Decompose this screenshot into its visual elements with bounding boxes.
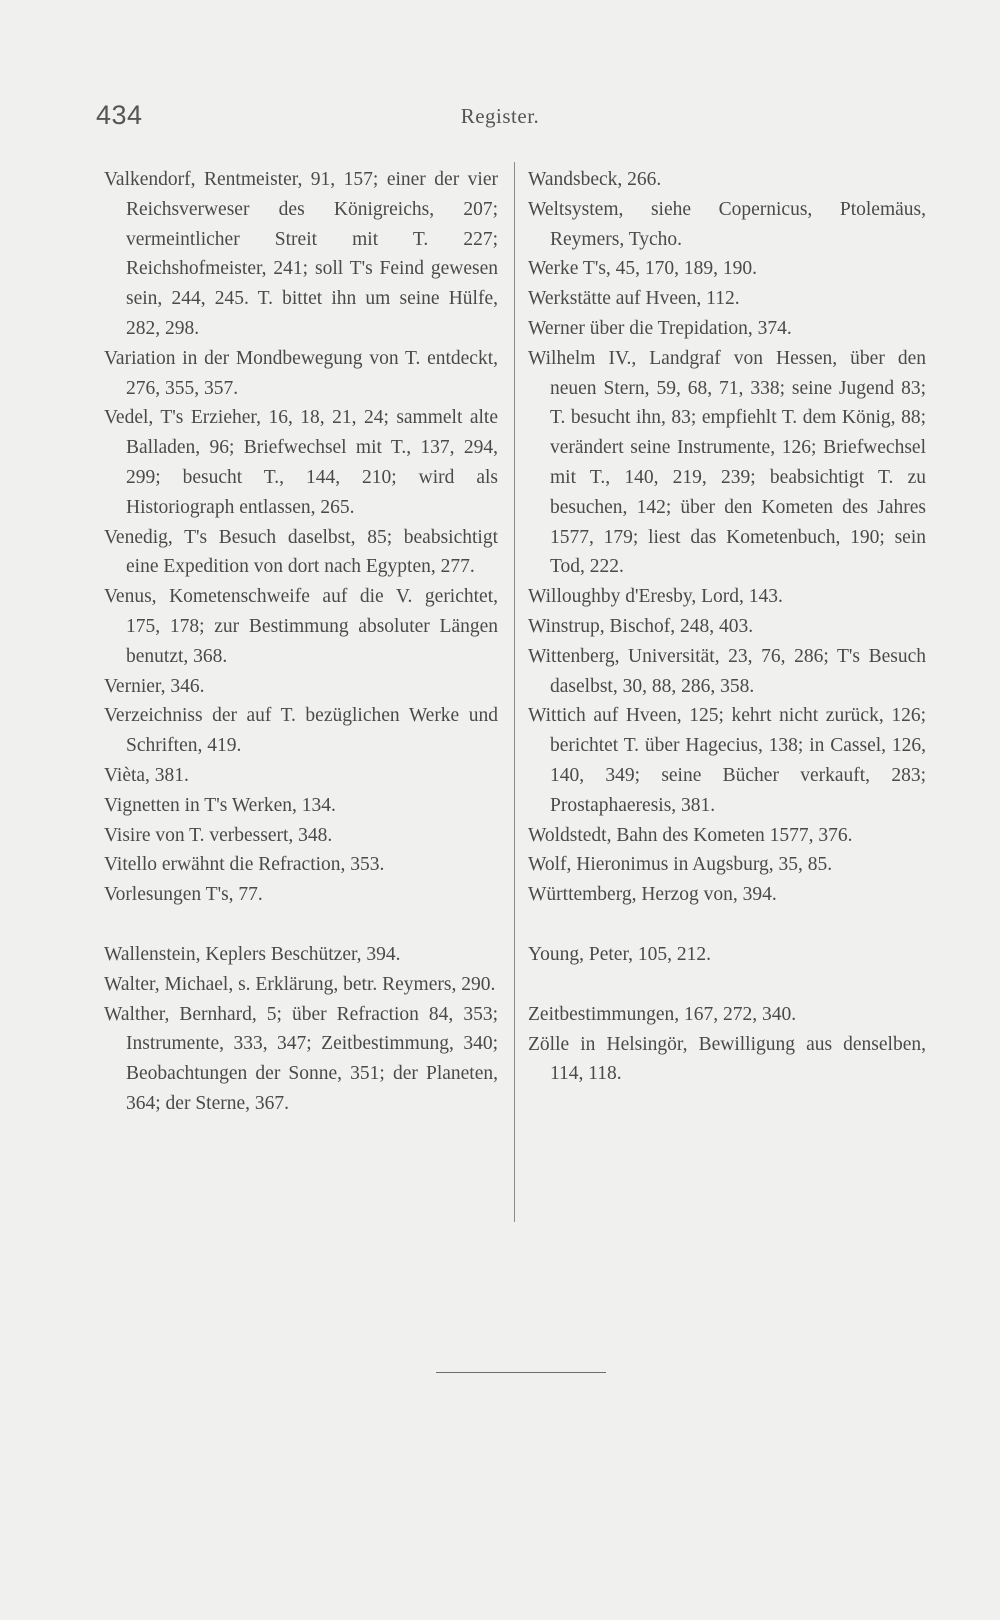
index-entry: Württemberg, Herzog von, 394. (528, 884, 777, 906)
index-entry: Walter, Michael, s. Erklärung, betr. Reymers, 290. (104, 973, 496, 995)
index-entry: Vedel, T's Erzieher, 16, 18, 21, 24; sammelt alte Balladen, 96; Briefwechsel mit T., 137, 294, 299; besucht T., 144, 210; wird als Historiograph entlassen, 265. (104, 407, 498, 518)
index-entry: Winstrup, Bischof, 248, 403. (528, 615, 754, 637)
index-entry: Verzeichniss der auf T. bezüglichen Werke und Schriften, 419. (104, 705, 498, 757)
index-entry: Vernier, 346. (104, 675, 205, 697)
index-entry: Willoughby d'Eresby, Lord, 143. (528, 586, 783, 608)
index-entry: Vorlesungen T's, 77. (104, 884, 263, 906)
index-entry: Variation in der Mondbewegung von T. entdeckt, 276, 355, 357. (104, 347, 498, 399)
index-entry: Venus, Kometenschweife auf die V. gerichtet, 175, 178; zur Bestimmung absoluter Längen benutzt, 368. (104, 586, 498, 667)
index-entry: Vièta, 381. (104, 764, 189, 786)
index-entry: Weltsystem, siehe Copernicus, Ptolemäus, Reymers, Tycho. (528, 198, 926, 250)
index-entry: Wittich auf Hveen, 125; kehrt nicht zurück, 126; berichtet T. über Hagecius, 138; in Cassel, 126, 140, 349; seine Bücher verkauft, 283; Prostaphaeresis, 381. (528, 705, 926, 816)
index-entry: Wandsbeck, 266. (528, 169, 662, 190)
page-number: 434 (96, 100, 143, 130)
index-entry: Visire von T. verbessert, 348. (104, 824, 333, 846)
section-gap (528, 970, 926, 1000)
index-column-right (528, 165, 926, 1089)
index-column-left (104, 165, 498, 1119)
index-entry: Werner über die Trepidation, 374. (528, 317, 792, 339)
index-entry: Woldstedt, Bahn des Kometen 1577, 376. (528, 824, 853, 846)
index-entry: Valkendorf, Rentmeister, 91, 157; einer der vier Reichsverweser des Königreichs, 207; vermeintlicher Streit mit T. 227; Reichshofmeister, 241; soll T's Feind gewesen sein, 244, 245. T. bittet ihn um seine Hülfe, 282, 298. (104, 169, 498, 339)
end-rule (436, 1372, 606, 1373)
section-gap (528, 910, 926, 940)
index-entry: Werkstätte auf Hveen, 112. (528, 288, 740, 310)
index-entry: Zölle in Helsingör, Bewilligung aus denselben, 114, 118. (528, 1033, 926, 1085)
column-divider (514, 162, 515, 1222)
index-entry: Wilhelm IV., Landgraf von Hessen, über den neuen Stern, 59, 68, 71, 338; seine Jugend 83; T. besucht ihn, 83; empfiehlt T. dem König, 88; verändert seine Instrumente, 126; Briefwechsel mit T., 140, 219, 239; beabsichtigt T. zu besuchen, 142; über den Kometen des Jahres 1577, 179; liest das Kometenbuch, 190; sein Tod, 222. (528, 347, 926, 578)
index-entry: Walther, Bernhard, 5; über Refraction 84, 353; Instrumente, 333, 347; Zeitbestimmung, 340; Beobachtungen der Sonne, 351; der Planeten, 364; der Sterne, 367. (104, 1003, 498, 1114)
section-gap (104, 910, 498, 940)
index-entry: Wolf, Hieronimus in Augsburg, 35, 85. (528, 854, 833, 876)
index-entry: Venedig, T's Besuch daselbst, 85; beabsichtigt eine Expedition von dort nach Egypten, 277. (104, 526, 498, 578)
index-entry: Vignetten in T's Werken, 134. (104, 794, 336, 816)
index-entry: Werke T's, 45, 170, 189, 190. (528, 258, 758, 280)
index-entry: Young, Peter, 105, 212. (528, 943, 712, 965)
running-head: Register. (460, 104, 540, 128)
index-entry: Wittenberg, Universität, 23, 76, 286; T's Besuch daselbst, 30, 88, 286, 358. (528, 645, 926, 697)
index-entry: Zeitbestimmungen, 167, 272, 340. (528, 1003, 797, 1025)
index-entry: Vitello erwähnt die Refraction, 353. (104, 854, 385, 876)
index-entry: Wallenstein, Keplers Beschützer, 394. (104, 943, 401, 965)
